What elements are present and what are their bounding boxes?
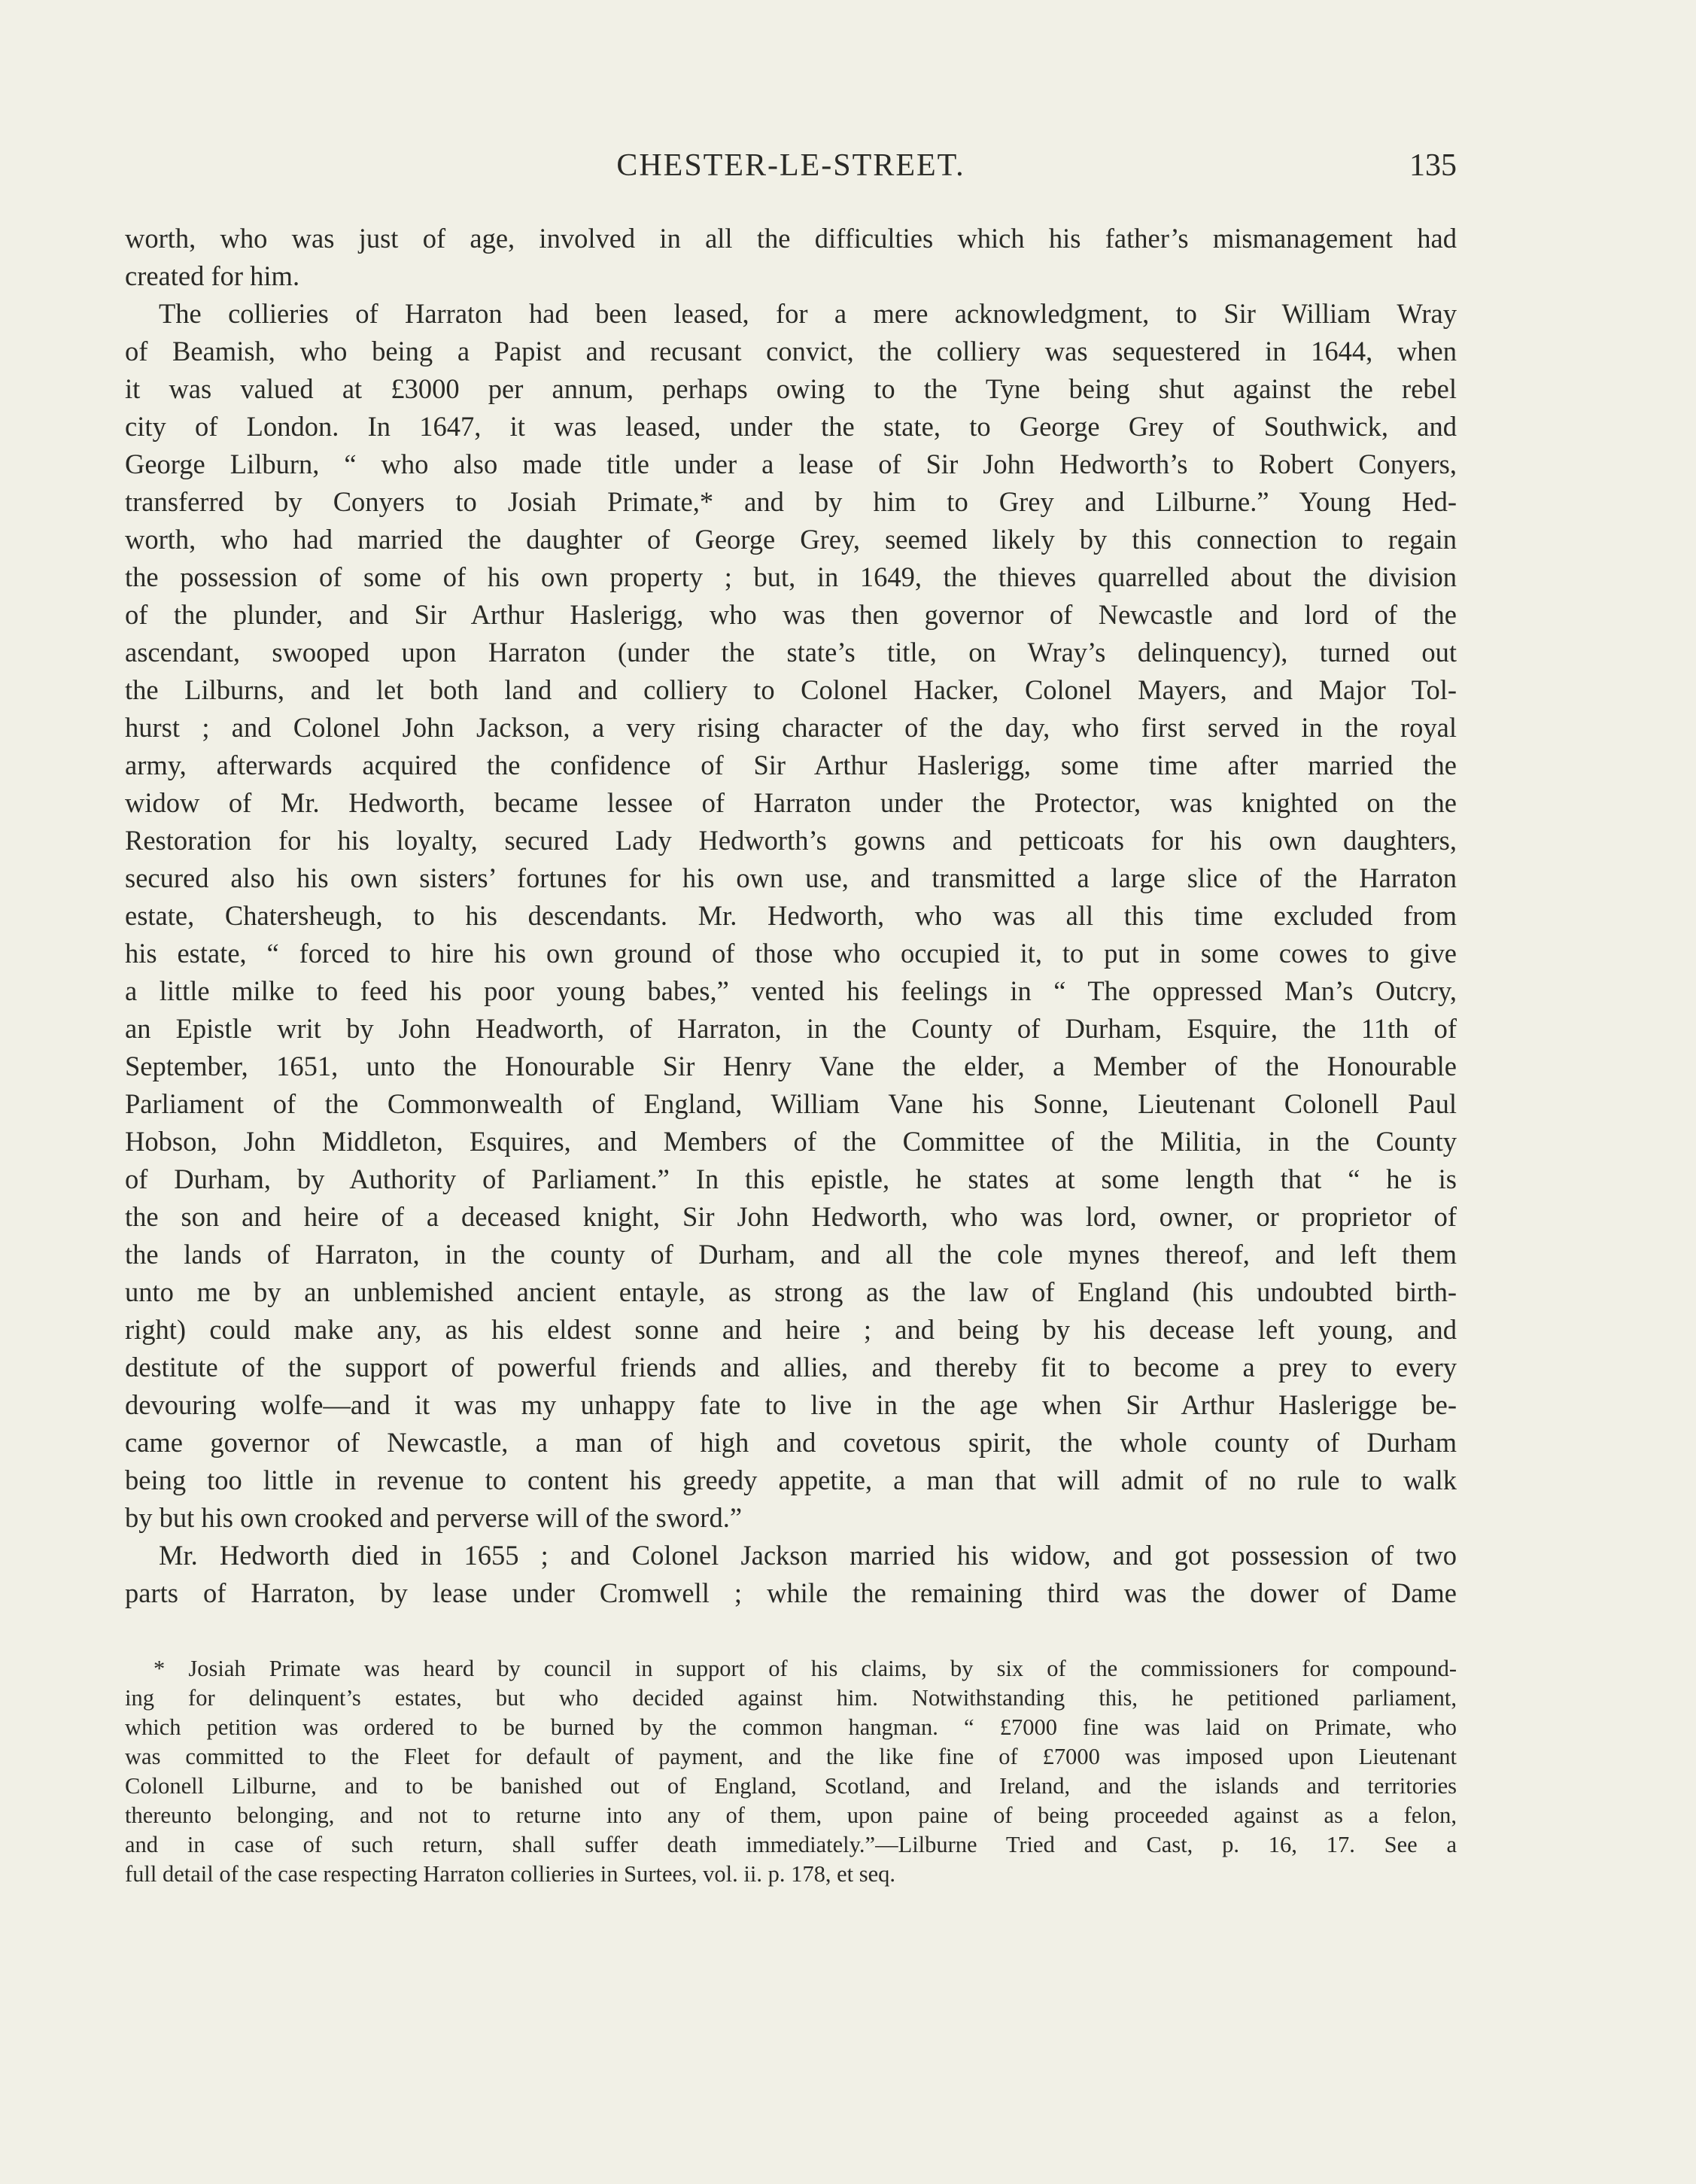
body-line: secured also his own sisters’ fortunes for his own use, and transmitted a large slice of the Harraton [125,862,1457,893]
footnote-line: which petition was ordered to be burned by the common hangman. “ £7000 fine was laid on Primate, who [125,1714,1457,1740]
footnote-line: thereunto belonging, and not to returne into any of them, upon paine of being proceeded against as a felon, [125,1802,1457,1828]
body-line: being too little in revenue to content his greedy appetite, a man that will admit of no rule to walk [125,1465,1457,1495]
body-line: the son and heire of a deceased knight, Sir John Hedworth, who was lord, owner, or proprietor of [125,1201,1457,1232]
footnote-line: was committed to the Fleet for default of payment, and the like fine of £7000 was imposed upon Lieutenant [125,1744,1457,1769]
footnote-line: full detail of the case respecting Harraton collieries in Surtees, vol. ii. p. 178, et seq. [125,1861,895,1887]
footnote-line: Colonell Lilburne, and to be banished out of England, Scotland, and Ireland, and the islands and territories [125,1773,1457,1799]
body-line: a little milke to feed his poor young babes,” vented his feelings in “ The oppressed Man’s Outcry, [125,975,1457,1006]
body-line: the Lilburns, and let both land and colliery to Colonel Hacker, Colonel Mayers, and Major Tol- [125,674,1457,705]
body-line: Restoration for his loyalty, secured Lady Hedworth’s gowns and petticoats for his own daughters, [125,825,1457,856]
body-line: George Lilburn, “ who also made title under a lease of Sir John Hedworth’s to Robert Conyers, [125,449,1457,479]
body-line: The collieries of Harraton had been leased, for a mere acknowledgment, to Sir William Wray [159,298,1457,329]
body-line: city of London. In 1647, it was leased, under the state, to George Grey of Southwick, and [125,411,1457,442]
footnote [125,1654,1457,1889]
body-line: an Epistle writ by John Headworth, of Harraton, in the County of Durham, Esquire, the 11th of [125,1013,1457,1044]
body-line: ascendant, swooped upon Harraton (under the state’s title, on Wray’s delinquency), turned out [125,637,1457,668]
body-line: widow of Mr. Hedworth, became lessee of Harraton under the Protector, was knighted on the [125,787,1457,818]
body-line: his estate, “ forced to hire his own ground of those who occupied it, to put in some cowes to give [125,938,1457,969]
body-line: estate, Chatersheugh, to his descendants. Mr. Hedworth, who was all this time excluded from [125,900,1457,931]
body-line: by but his own crooked and perverse will of the sword.” [125,1502,743,1533]
body-line: the possession of some of his own property ; but, in 1649, the thieves quarrelled about the division [125,561,1457,592]
body-line: created for him. [125,260,300,291]
footnote-line: * Josiah Primate was heard by council in support of his claims, by six of the commissioners for compound- [153,1656,1457,1681]
body-line: Parliament of the Commonwealth of England, William Vane his Sonne, Lieutenant Colonell Paul [125,1088,1457,1119]
body-line: the lands of Harraton, in the county of Durham, and all the cole mynes thereof, and left them [125,1239,1457,1270]
body-line: destitute of the support of powerful friends and allies, and thereby fit to become a prey to every [125,1352,1457,1382]
page-number: 135 [1409,148,1457,183]
running-title: CHESTER-LE-STREET. [616,148,965,183]
body-line: came governor of Newcastle, a man of high and covetous spirit, the whole county of Durham [125,1427,1457,1458]
body-line: army, afterwards acquired the confidence of Sir Arthur Haslerigg, some time after married the [125,750,1457,780]
body-line: of the plunder, and Sir Arthur Haslerigg, who was then governor of Newcastle and lord of the [125,599,1457,630]
body-line: Hobson, John Middleton, Esquires, and Members of the Committee of the Militia, in the County [125,1126,1457,1157]
body-line: transferred by Conyers to Josiah Primate,* and by him to Grey and Lilburne.” Young Hed- [125,486,1457,517]
body-line: devouring wolfe—and it was my unhappy fate to live in the age when Sir Arthur Haslerigge be- [125,1389,1457,1420]
body-line: parts of Harraton, by lease under Cromwell ; while the remaining third was the dower of Dame [125,1577,1457,1608]
running-head [125,143,1457,188]
footnote-line: ing for delinquent’s estates, but who decided against him. Notwithstanding this, he petitioned parliament, [125,1685,1457,1711]
body-line: worth, who had married the daughter of George Grey, seemed likely by this connection to regain [125,524,1457,555]
body-line: hurst ; and Colonel John Jackson, a very rising character of the day, who first served in the royal [125,712,1457,743]
body-line: unto me by an unblemished ancient entayle, as strong as the law of England (his undoubted birth- [125,1276,1457,1307]
body-line: right) could make any, as his eldest sonne and heire ; and being by his decease left young, and [125,1314,1457,1345]
footnote-line: and in case of such return, shall suffer death immediately.”—Lilburne Tried and Cast, p. 16, 17. See a [125,1832,1457,1857]
body-line: it was valued at £3000 per annum, perhaps owing to the Tyne being shut against the rebel [125,373,1457,404]
main-text [125,220,1457,1612]
body-line: of Beamish, who being a Papist and recusant convict, the colliery was sequestered in 1644, when [125,336,1457,367]
body-line: worth, who was just of age, involved in all the difficulties which his father’s mismanagement had [125,223,1457,254]
body-line: of Durham, by Authority of Parliament.” In this epistle, he states at some length that “ he is [125,1163,1457,1194]
body-line: September, 1651, unto the Honourable Sir Henry Vane the elder, a Member of the Honourable [125,1051,1457,1081]
body-line: Mr. Hedworth died in 1655 ; and Colonel Jackson married his widow, and got possession of two [159,1540,1457,1571]
